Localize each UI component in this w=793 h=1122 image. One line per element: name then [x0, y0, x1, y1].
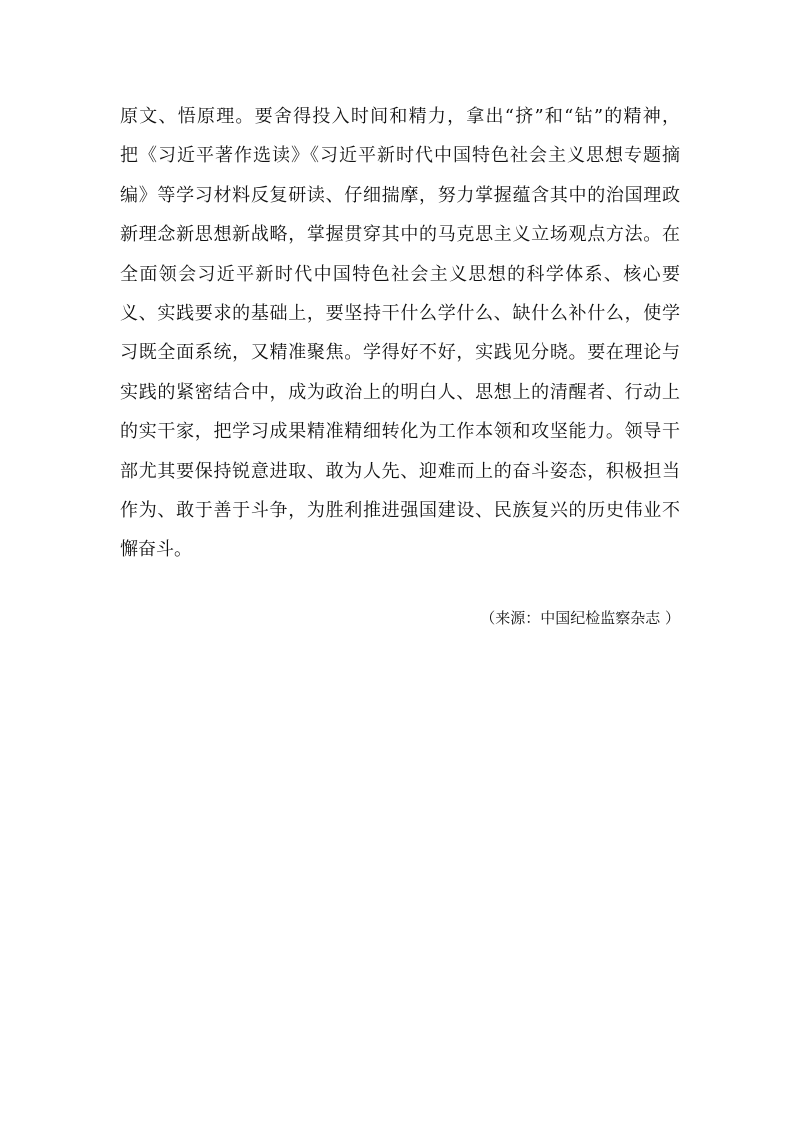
- body-line: 义、实践要求的基础上，要坚持干什么学什么、缺什么补什么，使学: [120, 302, 680, 324]
- body-line: 全面领会习近平新时代中国特色社会主义思想的科学体系、核心要: [120, 263, 680, 285]
- body-line: 新理念新思想新战略，掌握贯穿其中的马克思主义立场观点方法。在: [120, 224, 680, 246]
- source-attribution: （来源：中国纪检监察杂志 ）: [480, 609, 680, 627]
- body-line: 实践的紧密结合中，成为政治上的明白人、思想上的清醒者、行动上: [120, 381, 680, 403]
- article-body: [120, 97, 680, 570]
- body-line: 作为、敢于善于斗争，为胜利推进强国建设、民族复兴的历史伟业不: [120, 499, 680, 521]
- body-line: 部尤其要保持锐意进取、敢为人先、迎难而上的奋斗姿态，积极担当: [120, 460, 680, 482]
- body-line: 把《习近平著作选读》《习近平新时代中国特色社会主义思想专题摘: [120, 145, 680, 167]
- body-line: 习既全面系统，又精准聚焦。学得好不好，实践见分晓。要在理论与: [120, 342, 680, 364]
- body-line-last: 懈奋斗。: [120, 539, 192, 561]
- body-line: 的实干家，把学习成果精准精细转化为工作本领和攻坚能力。领导干: [120, 421, 680, 443]
- body-line: 编》等学习材料反复研读、仔细揣摩，努力掌握蕴含其中的治国理政: [120, 184, 680, 206]
- body-line: 原文、悟原理。要舍得投入时间和精力，拿出“挤”和“钻”的精神，: [120, 106, 680, 127]
